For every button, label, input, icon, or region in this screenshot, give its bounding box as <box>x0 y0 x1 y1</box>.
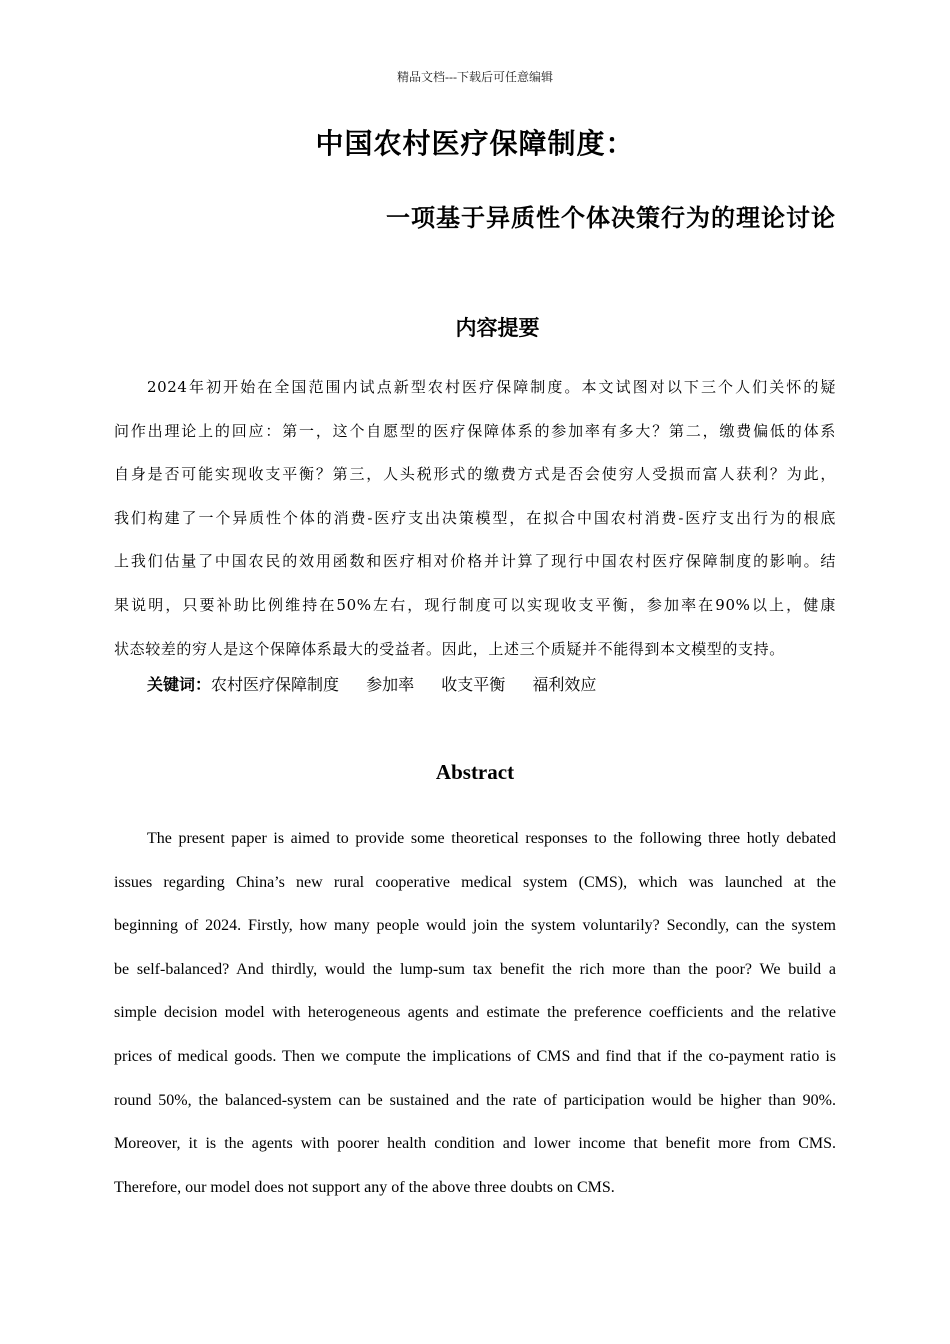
cn-abstract-line: 我们构建了一个异质性个体的消费-医疗支出决策模型，在拟合中国农村消费-医疗支出行为的根底 <box>114 508 836 527</box>
en-abstract-line: Therefore, our model does not support any of the above three doubts on CMS. <box>114 1178 615 1196</box>
english-abstract-body <box>114 817 836 1209</box>
cn-abstract-line: 自身是否可能实现收支平衡？第三，人头税形式的缴费方式是否会使穷人受损而富人获利？为此， <box>114 465 836 484</box>
en-abstract-line: prices of medical goods. Then we compute the implications of CMS and find that if the co-payment ratio is <box>114 1047 836 1065</box>
chinese-abstract-heading: 内容提要 <box>455 316 540 340</box>
english-abstract-heading: Abstract <box>435 760 515 784</box>
en-abstract-line: beginning of 2024. Firstly, how many people would join the system voluntarily? Secondly, can the system <box>114 917 836 935</box>
paper-subtitle: 一项基于异质性个体决策行为的理论讨论 <box>386 204 836 232</box>
keyword: 参加率 <box>366 675 415 694</box>
en-abstract-line: round 50%, the balanced-system can be sustained and the rate of participation would be higher than 90%. <box>114 1091 836 1109</box>
cn-abstract-line: 果说明，只要补助比例维持在50%左右，现行制度可以实现收支平衡，参加率在90%以上，健康 <box>114 595 836 614</box>
cn-abstract-line: 状态较差的穷人是这个保障体系最大的受益者。因此，上述三个质疑并不能得到本文模型的支持。 <box>114 639 785 658</box>
header-note: 精品文档---下载后可任意编辑 <box>397 70 553 84</box>
en-abstract-line: simple decision model with heterogeneous agents and estimate the preference coefficients and the relative <box>114 1004 836 1022</box>
keywords <box>147 672 618 695</box>
en-abstract-line: The present paper is aimed to provide some theoretical responses to the following three hotly debated <box>147 830 836 847</box>
keyword: 收支平衡 <box>441 675 506 694</box>
cn-abstract-line: 问作出理论上的回应：第一，这个自愿型的医疗保障体系的参加率有多大？第二，缴费偏低的体系 <box>114 421 836 440</box>
cn-abstract-line: 上我们估量了中国农民的效用函数和医疗相对价格并计算了现行中国农村医疗保障制度的影响。结 <box>114 552 836 571</box>
chinese-abstract-body <box>114 366 836 671</box>
keywords-label: 关键词： <box>147 675 212 694</box>
en-abstract-line: issues regarding China’s new rural cooperative medical system (CMS), which was launched at the <box>114 873 836 891</box>
keyword: 农村医疗保障制度 <box>211 675 340 694</box>
keyword: 福利效应 <box>532 675 597 694</box>
cn-abstract-line: 2024年初开始在全国范围内试点新型农村医疗保障制度。本文试图对以下三个人们关怀的疑 <box>147 378 836 396</box>
paper-title: 中国农村医疗保障制度： <box>315 127 635 160</box>
en-abstract-line: be self-balanced? And thirdly, would the lump-sum tax benefit the rich more than the poor? We build a <box>114 960 836 978</box>
en-abstract-line: Moreover, it is the agents with poorer health condition and lower income that benefit more from CMS. <box>114 1135 836 1153</box>
